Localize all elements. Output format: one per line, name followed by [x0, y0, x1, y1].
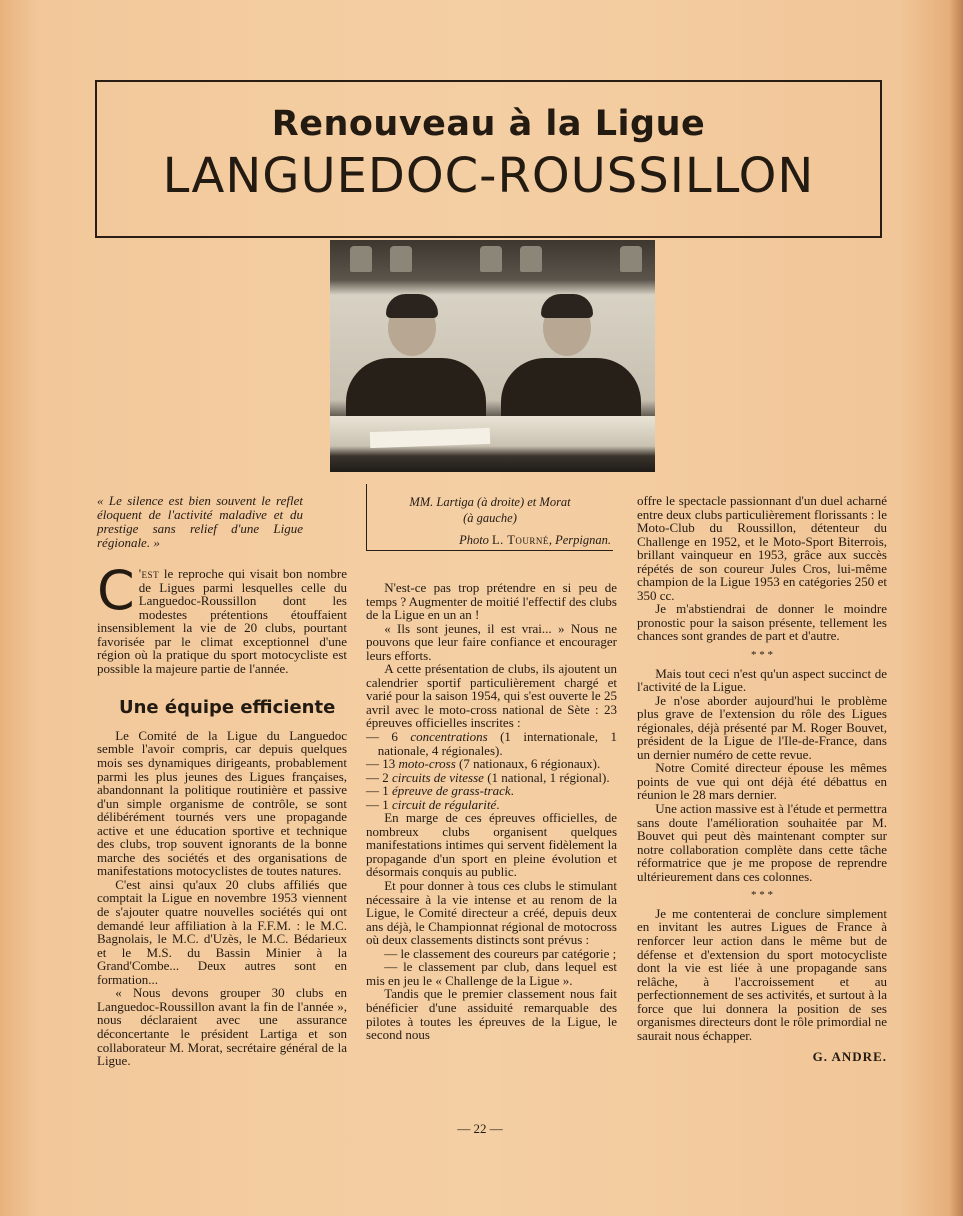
column-1	[97, 559, 347, 1069]
column-2	[366, 581, 617, 1042]
photo-credit	[367, 532, 613, 548]
intro-text: le reproche qui visait bon nombre de Ligues parmi lesquelles celle du Languedoc-Roussillon dont les modestes prétentions étouffaient insensiblement la vie de 20 clubs, pourtant favorisée par le climat exceptionnel d'une région où la pratique du sport motocycliste est possible la majeure partie de l'année.	[97, 566, 347, 676]
paragraph: Je me contenterai de conclure simplement en invitant les autres Ligues de France à renforcer leur action dans le même but de défense et d'extension du sport motocycliste dont la vie est liée à une propagande sans relâche, à l'accroissement et au perfectionnement de ses activités, et surtout à la force que lui donnera la position de ses organismes directeurs dont le rôle primordial ne saurait nous échapper.	[637, 905, 887, 1043]
trophy-shape	[480, 246, 502, 272]
paragraph: Tandis que le premier classement nous fait bénéficier d'une assiduité remarquable des pilotes à toutes les épreuves de la Ligue, le second nous	[366, 986, 617, 1043]
paragraph: Mais tout ceci n'est qu'un aspect succinct de l'activité de la Ligue.	[637, 665, 887, 695]
event-list	[366, 730, 617, 811]
event-list-item: — 1 circuit de régularité.	[366, 796, 500, 812]
event-list-item: — 1 épreuve de grass-track.	[366, 783, 514, 799]
person-hair	[541, 294, 593, 318]
photo-caption	[366, 484, 613, 551]
paragraph: Le Comité de la Ligue du Languedoc semble l'avoir compris, car depuis quelques mois ses dynamiques dirigeants, probablement parmi les plus jeunes des Ligues françaises, abandonnant la politique routinière et passive d'un simple organisme de contrôle, se sont délibérément tournés vers une propagande active et une éducation sportive et technique des clubs, trop souvent ignorants de la bonne marche des sociétés et des organisations de manifestations motocyclistes de toutes natures.	[97, 727, 347, 879]
trophy-shape	[620, 246, 642, 272]
paragraph: Et pour donner à tous ces clubs le stimulant nécessaire à la vie intense et au renom de la Ligue, le Comité directeur a créé, depuis deux ans déjà, le Championnat régional de motocross où deux classements distincts sont prévus :	[366, 878, 617, 948]
person-left	[340, 282, 490, 432]
photograph	[330, 240, 655, 472]
paragraph: N'est-ce pas trop prétendre en si peu de temps ? Augmenter de moitié l'effectif des clubs de la Ligue en un an !	[366, 580, 617, 623]
paragraph: Je m'abstiendrai de donner le moindre pronostic pour la saison présente, tellement les chances sont grandes de part et d'autre.	[637, 601, 887, 644]
section-heading: Une équipe efficiente	[119, 697, 336, 719]
section-separator: * * *	[751, 889, 773, 902]
paragraph: C'est ainsi qu'aux 20 clubs affiliés que comptait la Ligue en novembre 1953 viennent de s'ajouter quatre nouvelles sociétés qui ont demandé leur affiliation à la F.F.M. : le M.C. Bagnolais, le M.C. d'Uzès, le M.C. Bédarieux et le M.S. du Bassin Minier à la Grand'Combe... Deux autres sont en formation...	[97, 876, 347, 987]
title-box	[95, 80, 882, 238]
person-right	[495, 282, 645, 432]
intro-paragraph	[97, 559, 347, 676]
epigraph: « Le silence est bien souvent le reflet éloquent de l'activité maladive et du prestige sans relief d'une Ligue régionale. »	[97, 493, 303, 550]
paragraph: A cette présentation de clubs, ils ajoutent un calendrier sportif particulièrement chargé et varié pour la saison 1954, qui s'est ouverte le 25 avril avec le moto-cross national de Sète : 23 épreuves officielles inscrites :	[366, 661, 617, 731]
section-separator: * * *	[751, 649, 773, 662]
credit-prefix: Photo	[459, 533, 489, 547]
page-number: — 22 —	[457, 1121, 503, 1136]
author-signature: G. ANDRE.	[812, 1049, 887, 1065]
paragraph: Je n'ose aborder aujourd'hui le problème plus grave de l'extension du rôle des Ligues régionales, déjà présenté par M. Roger Bouvet, président de la Ligue de l'Ile-de-France, dans un dernier numéro de cette revue.	[637, 692, 887, 762]
paragraph: En marge de ces épreuves officielles, de nombreux clubs organisent quelques manifestations intimes qui servent fidèlement la propagande d'un sport en pleine évolution et désormais conquis au public.	[366, 810, 617, 880]
caption-line-1: MM. Lartiga (à droite) et Morat	[409, 495, 571, 509]
column-3	[637, 494, 887, 1064]
event-list-item: — 6 concentrations (1 internationale, 1 nationale, 4 régionales).	[366, 729, 617, 758]
drop-cap: C	[97, 559, 135, 622]
trophy-shape	[520, 246, 542, 272]
paragraph: Notre Comité directeur épouse les mêmes points de vue qui ont déjà été débattus en réunion le 28 mars dernier.	[637, 760, 887, 803]
title-line-2: LANGUEDOC-ROUSSILLON	[162, 148, 815, 204]
paragraph: « Nous devons grouper 30 clubs en Languedoc-Roussillon avant la fin de l'année », nous déclaraient avec une assurance déconcertante le président Lartiga et son collaborateur M. Morat, secrétaire général de la Ligue.	[97, 985, 347, 1069]
event-list-item: — 13 moto-cross (7 nationaux, 6 régionaux).	[366, 756, 601, 772]
paragraph: — le classement des coureurs par catégorie ;	[384, 945, 617, 961]
title-line-1: Renouveau à la Ligue	[271, 104, 706, 144]
credit-place: , Perpignan.	[548, 533, 611, 547]
person-hair	[386, 294, 438, 318]
paragraph: Une action massive est à l'étude et permettra sans doute l'amélioration souhaitée par M. Bouvet qui peut dès maintenant compter sur notre collaboration complète dans cette tâche réformatrice que je me propose de reprendre ultérieurement dans ces colonnes.	[637, 801, 887, 884]
paragraph: offre le spectacle passionnant d'un duel acharné entre deux clubs particulièrement florissants : le Moto-Club du Roussillon, détenteur du Challenge en 1952, et le Moto-Sport Biterrois, brillant vainqueur en 1953, grâce aux succès répétés de son coureur Jules Cros, lui-même champion de la Ligue 1953 en catégories 250 et 350 cc.	[637, 493, 887, 603]
trophy-shape	[390, 246, 412, 272]
trophy-shape	[350, 246, 372, 272]
credit-name: L. Tourné	[492, 533, 549, 547]
event-list-item: — 2 circuits de vitesse (1 national, 1 régional).	[366, 769, 610, 785]
caption-line-2: (à gauche)	[463, 511, 517, 525]
paragraph: « Ils sont jeunes, il est vrai... » Nous ne pouvons que leur faire confiance et encourager leurs efforts.	[366, 620, 617, 663]
intro-smallcaps: 'est	[138, 566, 160, 581]
paragraph: — le classement par club, dans lequel est mis en jeu le « Challenge de la Ligue ».	[366, 959, 617, 988]
